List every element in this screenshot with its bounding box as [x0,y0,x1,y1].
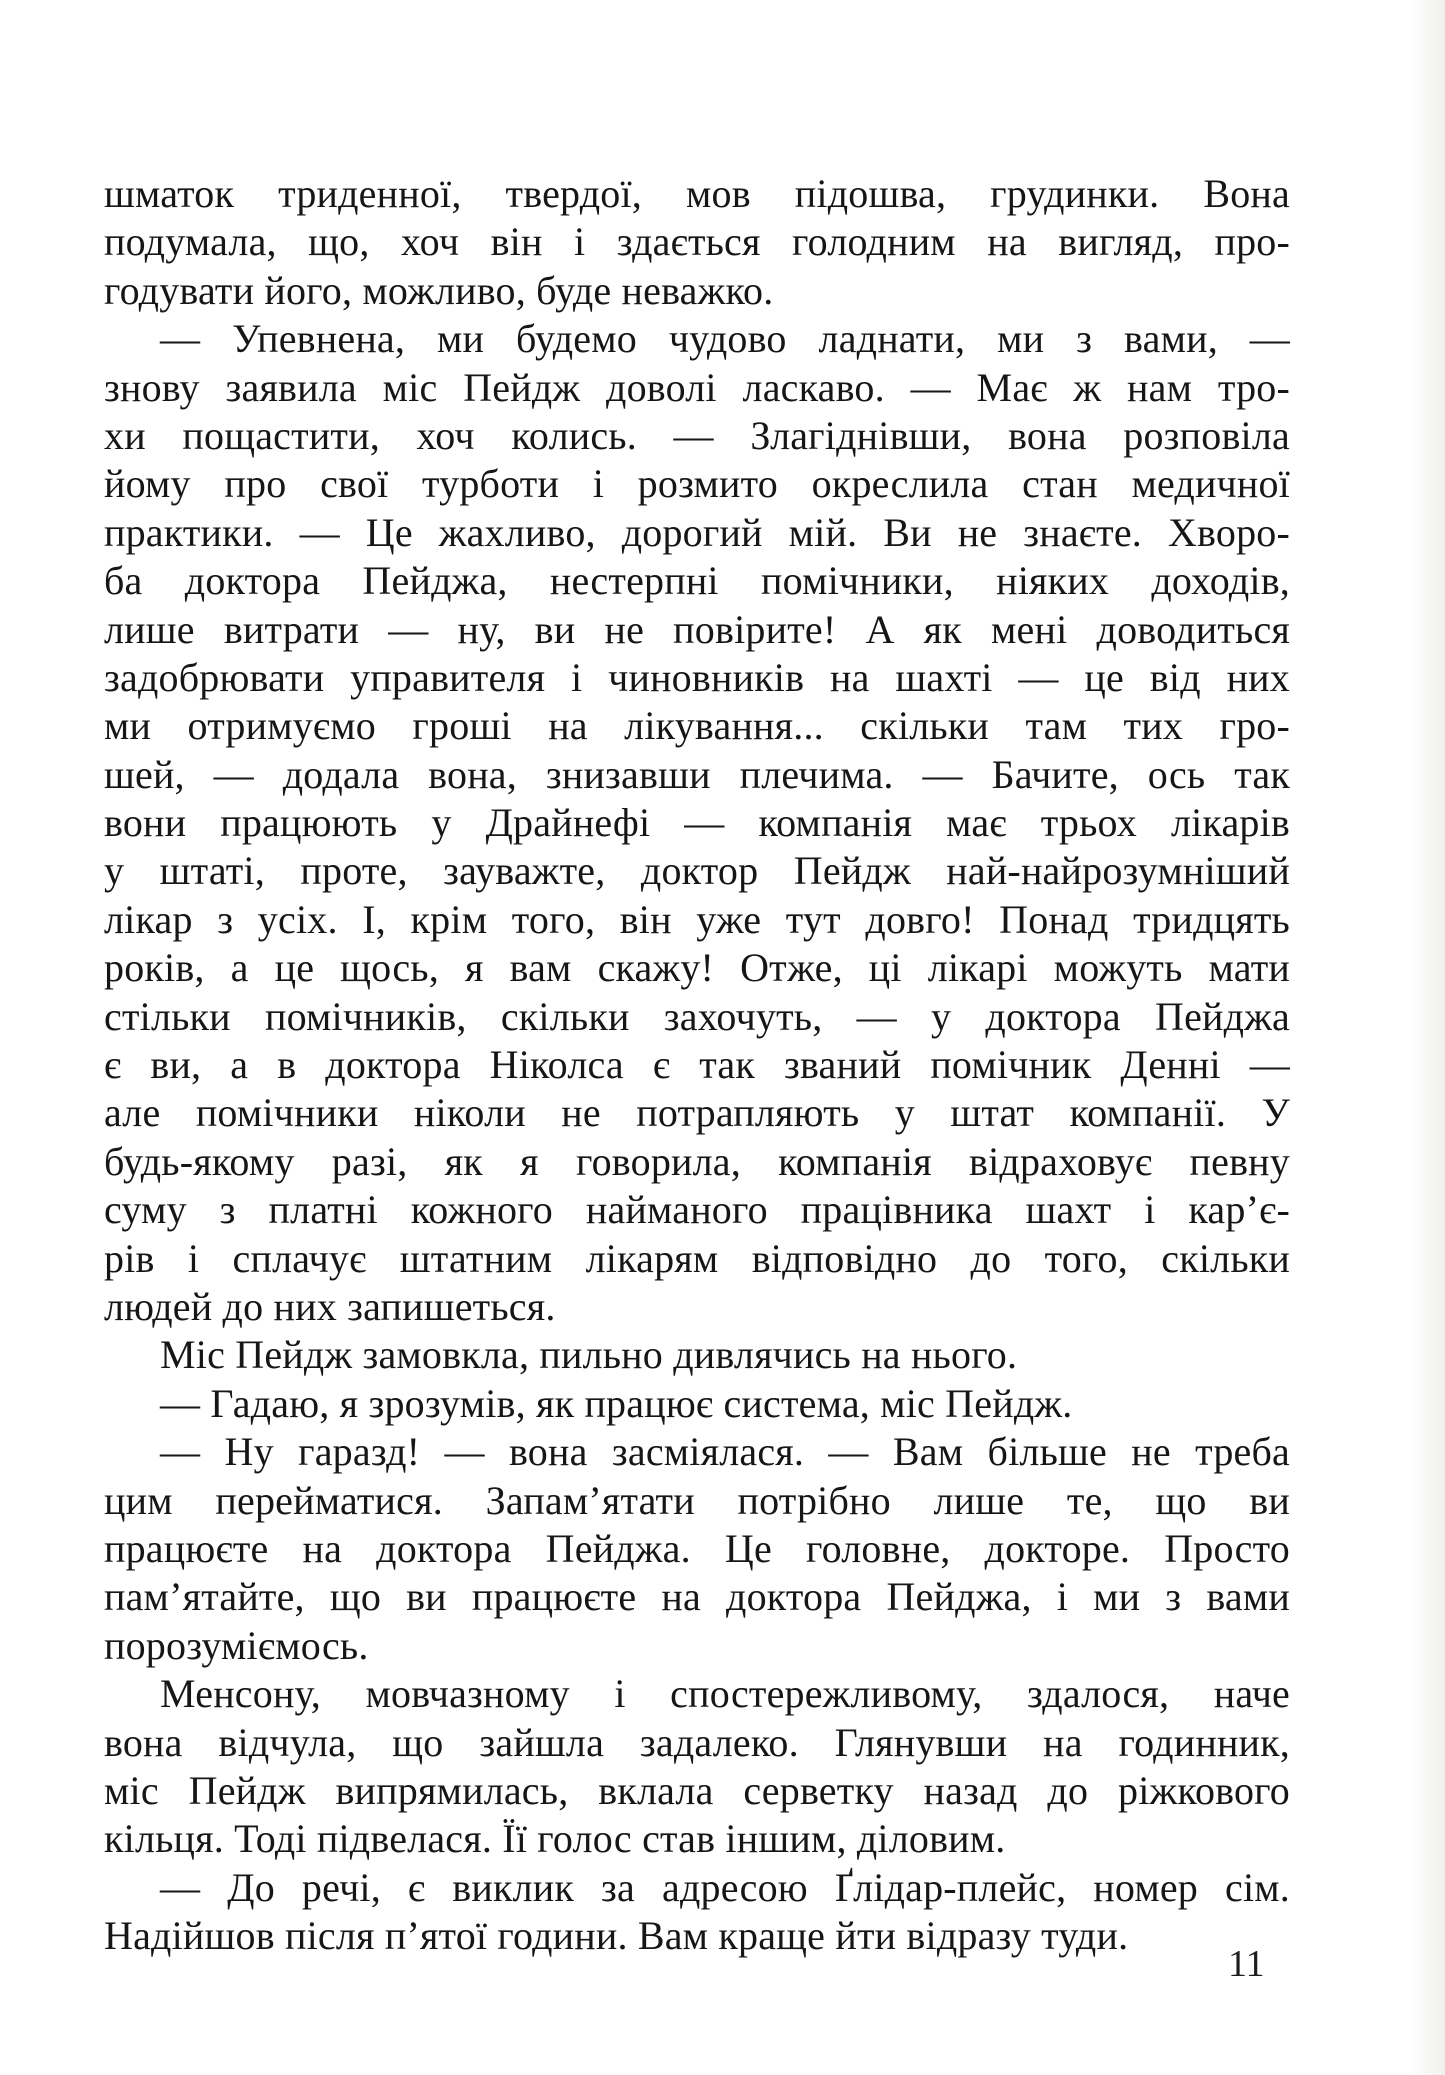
text-line: годувати його, можливо, буде неважко. [104,267,774,313]
text-line: порозуміємось. [104,1622,369,1668]
text-line: — Гадаю, я зрозумів, як працює система, міс Пейдж. [160,1380,1073,1426]
text-line: Міс Пейдж замовкла, пильно дивлячись на нього. [160,1332,1018,1378]
text-line: вона відчула, що зайшла задалеко. Глянувши на годинник, [104,1719,1290,1765]
text-line: будь-якому разі, як я говорила, компанія відраховує певну [104,1138,1290,1184]
text-line: людей до них запишеться. [104,1283,556,1329]
text-line: вони працюють у Драйнефі — компанія має трьох лікарів [104,800,1290,846]
text-line: років, а це щось, я вам скажу! Отже, ці лікарі можуть мати [104,945,1290,991]
text-line: лише витрати — ну, ви не повірите! А як мені доводиться [104,606,1290,652]
text-line: шматок триденної, твердої, мов підошва, грудинки. Вона [104,171,1290,216]
text-line: пам’ятайте, що ви працюєте на доктора Пейджа, і ми з вами [104,1574,1290,1620]
text-line: Надійшов після п’ятої години. Вам краще йти відразу туди. [104,1913,1129,1959]
text-line: кільця. Тоді підвелася. Її голос став іншим, діловим. [104,1816,1006,1862]
page-number: 11 [1228,1943,1265,1985]
text-line: хи пощастити, хоч колись. — Злагіднівши, вона розповіла [104,412,1290,458]
text-line: йому про свої турботи і розмито окреслила стан медичної [104,461,1290,507]
text-line: ба доктора Пейджа, нестерпні помічники, ніяких доходів, [104,558,1290,604]
text-line: практики. — Це жахливо, дорогий мій. Ви не знаєте. Хворо- [104,509,1290,555]
text-line: міс Пейдж випрямилась, вклала серветку назад до ріжкового [104,1767,1290,1813]
text-line: задобрювати управителя і чиновників на шахті — це від них [104,654,1290,700]
text-line: рів і сплачує штатним лікарям відповідно до того, скільки [104,1235,1290,1281]
text-line: — Упевнена, ми будемо чудово ладнати, ми з вами, — [160,316,1290,362]
text-line: Менсону, мовчазному і спостережливому, здалося, наче [160,1671,1290,1717]
text-line: — До речі, є виклик за адресою Ґлідар-плейс, номер сім. [160,1864,1290,1910]
text-line: знову заявила міс Пейдж доволі ласкаво. — Має ж нам тро- [104,364,1290,410]
text-line: шей, — додала вона, знизавши плечима. — Бачите, ось так [104,751,1290,797]
text-line: у штаті, проте, зауважте, доктор Пейдж най-найрозумніший [104,848,1290,894]
text-line: подумала, що, хоч він і здається голодним на вигляд, про- [104,219,1290,265]
text-line: — Ну гаразд! — вона засміялася. — Вам більше не треба [160,1429,1290,1475]
text-line: є ви, а в доктора Ніколса є так званий помічник Денні — [104,1042,1290,1088]
text-line: ми отримуємо гроші на лікування... скільки там тих гро- [104,703,1290,749]
text-line: працюєте на доктора Пейджа. Це головне, докторе. Просто [104,1525,1290,1571]
text-line: але помічники ніколи не потрапляють у штат компанії. У [104,1090,1290,1136]
text-line: суму з платні кожного найманого працівника шахт і кар’є- [104,1187,1290,1233]
text-line: стільки помічників, скільки захочуть, — у доктора Пейджа [104,993,1290,1039]
page-text [104,170,1290,1960]
text-line: лікар з усіх. І, крім того, він уже тут довго! Понад тридцять [104,896,1290,942]
text-line: цим перейматися. Запам’ятати потрібно лише те, що ви [104,1477,1290,1523]
